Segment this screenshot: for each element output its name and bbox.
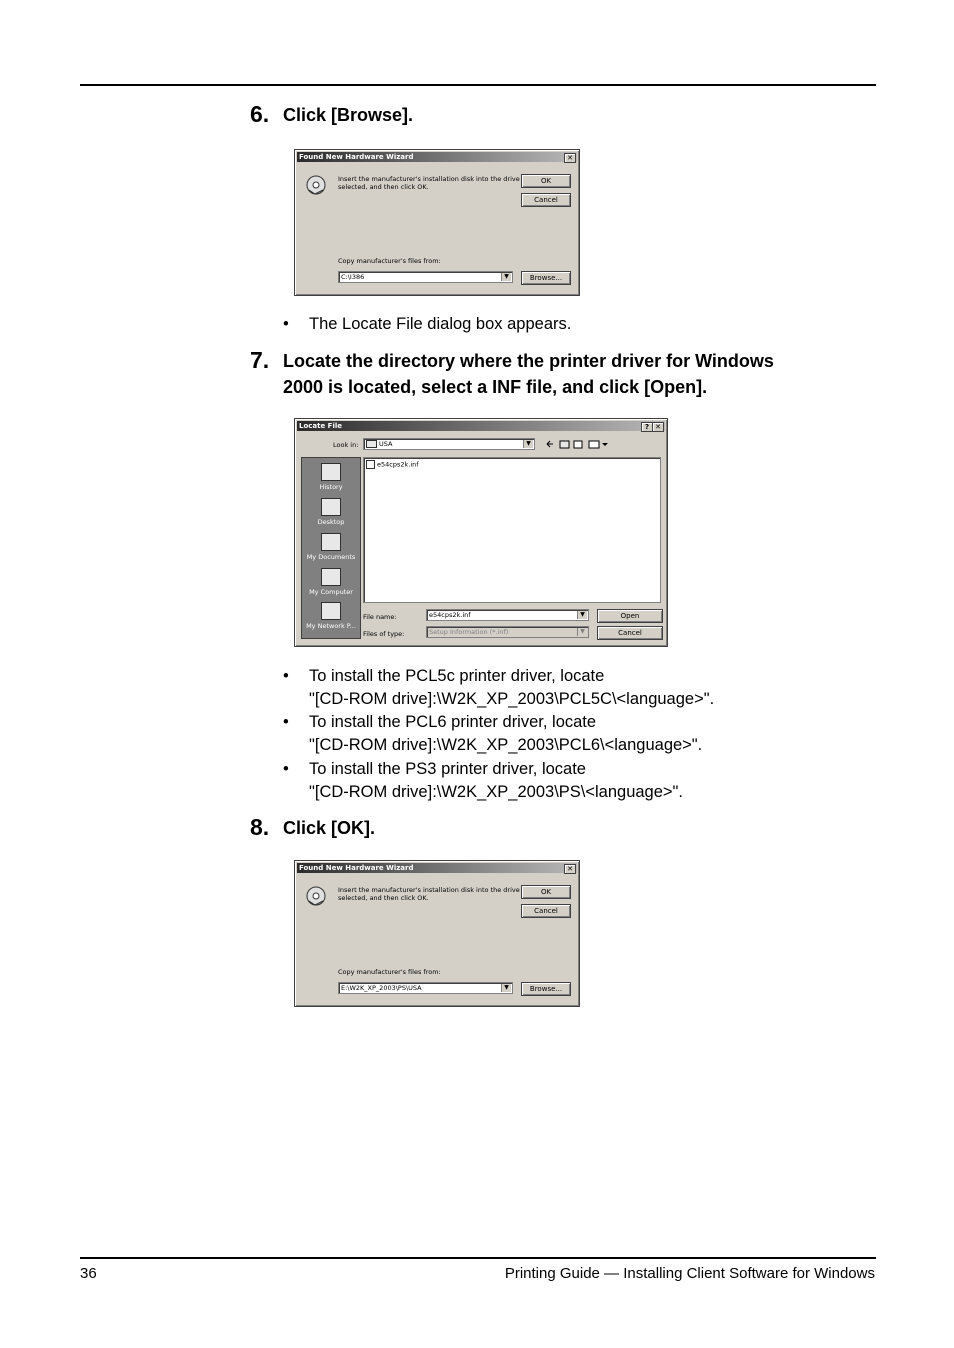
step-7-number: 7. bbox=[250, 347, 270, 373]
step-7-text-line-1: Locate the directory where the printer driver for Windows bbox=[283, 351, 774, 371]
chevron-down-icon[interactable]: ▼ bbox=[501, 273, 511, 281]
history-icon bbox=[321, 463, 341, 481]
view-menu-icon[interactable] bbox=[589, 441, 599, 448]
copy-from-combobox[interactable] bbox=[338, 982, 513, 994]
copy-from-label: Copy manufacturer's files from: bbox=[338, 968, 441, 976]
place-my-network[interactable]: My Network P... bbox=[302, 602, 360, 630]
files-of-type-value: Setup Information (*.inf) bbox=[429, 628, 509, 636]
cd-disk-icon bbox=[305, 174, 327, 196]
place-my-computer[interactable]: My Computer bbox=[302, 568, 360, 596]
chevron-down-icon[interactable]: ▼ bbox=[523, 440, 533, 448]
file-name-label: File name: bbox=[363, 613, 397, 621]
file-name-value: e54cps2k.inf bbox=[429, 611, 471, 619]
hardware-wizard-dialog-1 bbox=[294, 149, 580, 296]
cancel-button[interactable]: Cancel bbox=[597, 626, 663, 640]
dialog-title: Found New Hardware Wizard bbox=[299, 864, 414, 872]
files-of-type-label: Files of type: bbox=[363, 630, 405, 638]
message-line-2: selected, and then click OK. bbox=[338, 894, 429, 902]
message-line-1: Insert the manufacturer's installation disk into the drive bbox=[338, 886, 520, 894]
hardware-wizard-dialog-2 bbox=[294, 860, 580, 1007]
cancel-button[interactable]: Cancel bbox=[521, 904, 571, 918]
message-line-2: selected, and then click OK. bbox=[338, 183, 429, 191]
close-icon[interactable]: ✕ bbox=[564, 153, 576, 163]
chevron-down-icon[interactable]: ▼ bbox=[577, 628, 587, 636]
dialog-title: Locate File bbox=[299, 422, 343, 430]
cancel-button[interactable]: Cancel bbox=[521, 193, 571, 207]
computer-icon bbox=[321, 568, 341, 586]
close-icon[interactable]: ✕ bbox=[652, 422, 664, 432]
look-in-combobox[interactable] bbox=[363, 438, 535, 450]
cd-disk-icon bbox=[305, 885, 327, 907]
copy-from-value: C:\I386 bbox=[341, 273, 365, 281]
page-number: 36 bbox=[80, 1265, 97, 1282]
file-name-combobox[interactable] bbox=[426, 609, 589, 621]
bullet-text: The Locate File dialog box appears. bbox=[309, 315, 572, 333]
chevron-down-icon[interactable]: ▼ bbox=[501, 984, 511, 992]
header-rule bbox=[80, 84, 876, 86]
step-7-text-line-2: 2000 is located, select a INF file, and click [Open]. bbox=[283, 377, 708, 397]
help-icon[interactable]: ? bbox=[641, 422, 653, 432]
dialog-title: Found New Hardware Wizard bbox=[299, 153, 414, 161]
browse-button[interactable]: Browse... bbox=[521, 271, 571, 285]
bullet-dot: • bbox=[283, 315, 289, 333]
footer-title: Printing Guide — Installing Client Software for Windows bbox=[504, 1265, 875, 1282]
dialog-titlebar bbox=[297, 152, 577, 162]
copy-from-label: Copy manufacturer's files from: bbox=[338, 257, 441, 265]
bullet-text-line-1: To install the PCL6 printer driver, locate bbox=[309, 713, 597, 731]
inf-file-icon bbox=[366, 460, 375, 469]
message-line-1: Insert the manufacturer's installation disk into the drive bbox=[338, 175, 520, 183]
bullet-dot: • bbox=[283, 760, 289, 778]
bullet-text-line-2: "[CD-ROM drive]:\W2K_XP_2003\PCL6\<language>". bbox=[309, 735, 703, 754]
bullet-text-line-2: "[CD-ROM drive]:\W2K_XP_2003\PCL5C\<language>". bbox=[309, 689, 715, 708]
up-folder-icon[interactable] bbox=[560, 441, 569, 448]
close-icon[interactable]: ✕ bbox=[564, 864, 576, 874]
place-desktop[interactable]: Desktop bbox=[302, 498, 360, 526]
locate-file-dialog bbox=[294, 418, 668, 647]
step-8-number: 8. bbox=[250, 814, 270, 840]
file-item[interactable] bbox=[366, 460, 419, 470]
file-list[interactable] bbox=[363, 457, 661, 603]
files-of-type-combobox[interactable] bbox=[426, 626, 589, 638]
dialog-titlebar bbox=[297, 863, 577, 873]
new-folder-icon[interactable] bbox=[574, 441, 582, 448]
toolbar-icons bbox=[545, 439, 613, 449]
open-button[interactable]: Open bbox=[597, 609, 663, 623]
dialog-titlebar bbox=[297, 421, 665, 431]
copy-from-value: E:\W2K_XP_2003\PS\USA bbox=[341, 984, 422, 992]
file-item-name: e54cps2k.inf bbox=[377, 460, 419, 469]
network-icon bbox=[321, 602, 341, 620]
place-my-documents[interactable]: My Documents bbox=[302, 533, 360, 561]
folder-icon bbox=[366, 440, 377, 448]
bullet-dot: • bbox=[283, 713, 289, 731]
step-8-text: Click [OK]. bbox=[283, 818, 376, 838]
documents-folder-icon bbox=[321, 533, 341, 551]
ok-button[interactable]: OK bbox=[521, 174, 571, 188]
bullet-text-line-1: To install the PS3 printer driver, locate bbox=[309, 760, 586, 778]
back-icon[interactable] bbox=[547, 441, 553, 447]
look-in-label: Look in: bbox=[333, 441, 359, 449]
places-bar bbox=[301, 457, 361, 639]
footer-rule bbox=[80, 1257, 876, 1259]
browse-button[interactable]: Browse... bbox=[521, 982, 571, 996]
bullet-text-line-1: To install the PCL5c printer driver, locate bbox=[309, 667, 605, 685]
bullet-dot: • bbox=[283, 667, 289, 685]
bullet-text-line-2: "[CD-ROM drive]:\W2K_XP_2003\PS\<language>". bbox=[309, 782, 683, 801]
look-in-value: USA bbox=[379, 440, 393, 448]
ok-button[interactable]: OK bbox=[521, 885, 571, 899]
copy-from-combobox[interactable] bbox=[338, 271, 513, 283]
step-6-text: Click [Browse]. bbox=[283, 105, 414, 125]
desktop-icon bbox=[321, 498, 341, 516]
chevron-down-icon[interactable]: ▼ bbox=[577, 611, 587, 619]
place-history[interactable]: History bbox=[302, 463, 360, 491]
step-6-number: 6. bbox=[250, 101, 270, 127]
